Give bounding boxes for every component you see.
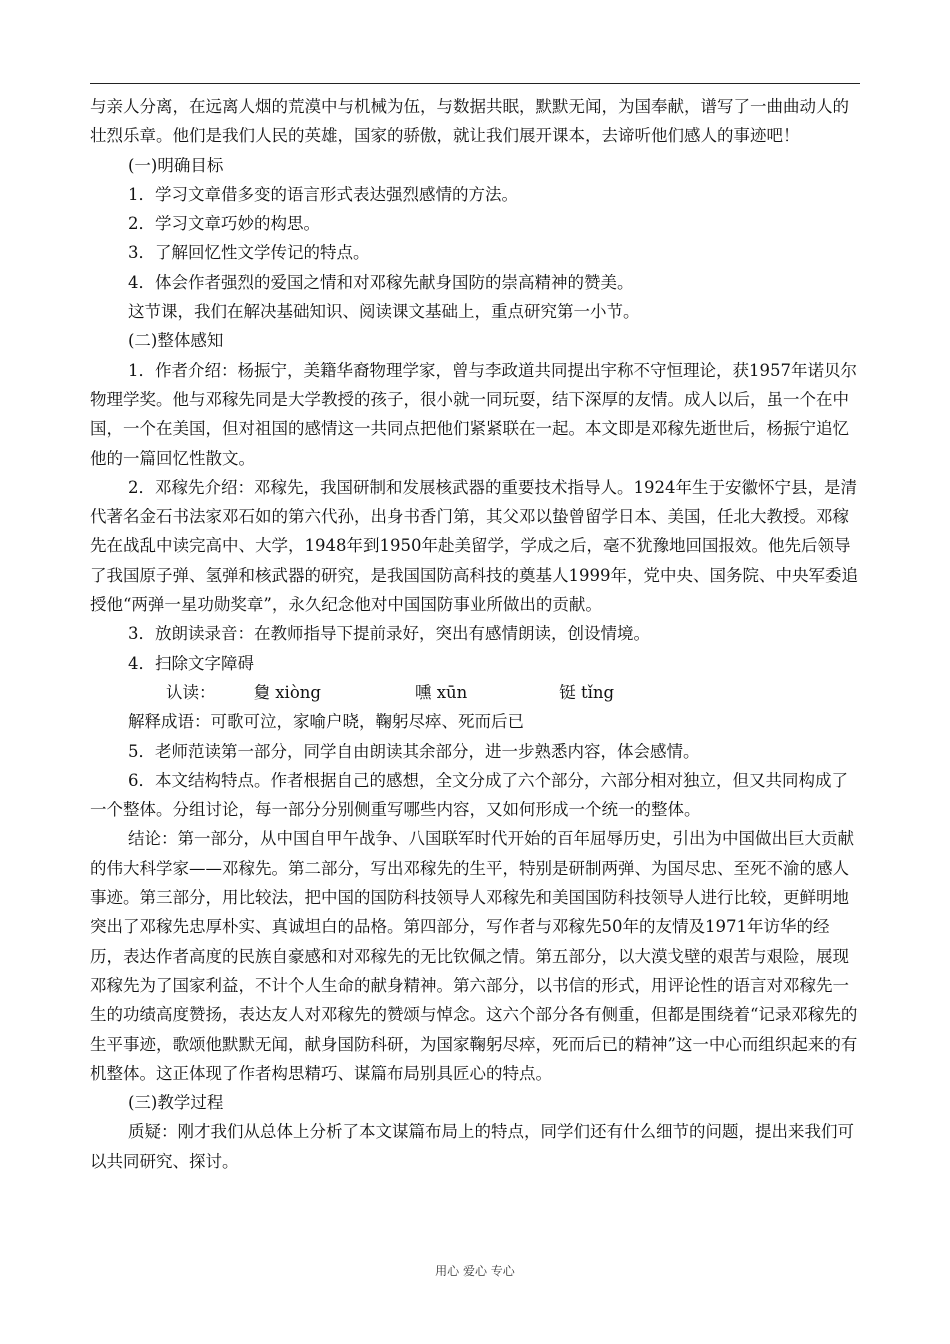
header-rule xyxy=(90,83,860,84)
document-body xyxy=(90,92,862,1176)
author-intro-paragraph: 1．作者介绍：杨振宁，美籍华裔物理学家，曾与李政道共同提出宇称不守恒理论，获1957年诺贝尔物理学奖。他与邓稼先同是大学教授的孩子，很小就一同玩耍，结下深厚的友情。成人以后，虽一个在中国，一个在美国，但对祖国的感情这一共同点把他们紧紧联在一起。本文即是邓稼先逝世后，杨振宁追忆他的一篇回忆性散文。 xyxy=(90,360,857,468)
goal-item: 1．学习文章借多变的语言形式表达强烈感情的方法。 xyxy=(128,184,518,204)
paragraph: 质疑：刚才我们从总体上分析了本文谋篇布局上的特点，同学们还有什么细节的问题，提出来我们可以共同研究、探讨。 xyxy=(90,1122,854,1171)
vocab-line xyxy=(90,678,862,707)
structure-paragraph: 6．本文结构特点。作者根据自己的感想，全文分成了六个部分，六部分相对独立，但又共同构成了一个整体。分组讨论，每一部分分别侧重写哪些内容，又如何形成一个统一的整体。 xyxy=(90,770,848,820)
goal-item: 4．体会作者强烈的爱国之情和对邓稼先献身国防的崇高精神的赞美。 xyxy=(128,272,634,292)
paragraph: 这节课，我们在解决基础知识、阅读课文基础上，重点研究第一小节。 xyxy=(128,302,640,322)
paragraph: 与亲人分离，在远离人烟的荒漠中与机械为伍，与数据共眠，默默无闻，为国奉献，谱写了一曲曲动人的壮烈乐章。他们是我们人民的英雄，国家的骄傲，就让我们展开课本，去谛听他们感人的事迹吧！ xyxy=(90,97,849,146)
vocab-label: 认读： xyxy=(166,682,216,702)
paragraph: 5．老师范读第一部分，同学自由朗读其余部分，进一步熟悉内容，体会感情。 xyxy=(128,741,700,761)
idioms-paragraph: 解释成语：可歌可泣，家喻户晓，鞠躬尽瘁、死而后已 xyxy=(128,712,524,732)
section-heading-overview: (二)整体感知 xyxy=(128,331,224,351)
goal-item: 2．学习文章巧妙的构思。 xyxy=(128,214,320,234)
conclusion-paragraph: 结论：第一部分，从中国自甲午战争、八国联军时代开始的百年屈辱历史，引出为中国做出巨大贡献的伟大科学家——邓稼先。第二部分，写出邓稼先的生平，特别是研制两弹、为国尽忠、至死不渝的感人事迹。第三部分，用比较法，把中国的国防科技领导人邓稼先和美国国防科技领导人进行比较，更鲜明地突出了邓稼先忠厚朴实、真诚坦白的品格。第四部分，写作者与邓稼先50年的友情及1971年访华的经历，表达作者高度的民族自豪感和对邓稼先的无比钦佩之情。第五部分，以大漠戈壁的艰苦与艰险，展现邓稼先为了国家利益，不计个人生命的献身精神。第六部分，以书信的形式，用评论性的语言对邓稼先一生的功绩高度赞扬，表达友人对邓稼先的赞颂与悼念。这六个部分各有侧重，但都是围绕着“记录邓稼先的生平事迹，歌颂他默默无闻，献身国防科研，为国家鞠躬尽瘁，死而后已的精神”这一中心而组织起来的有机整体。这正体现了作者构思精巧、谋篇布局别具匠心的特点。 xyxy=(90,829,858,1083)
vocab-item: 敻 xiòng xyxy=(253,682,321,702)
paragraph: 4．扫除文字障碍 xyxy=(128,653,254,673)
subject-intro-paragraph: 2．邓稼先介绍：邓稼先，我国研制和发展核武器的重要技术指导人。1924年生于安徽怀宁县，是清代著名金石书法家邓石如的第六代孙，出身书香门第，其父邓以蛰曾留学日本、美国，任北大教授。邓稼先在战乱中读完高中、大学，1948年到1950年赴美留学，学成之后，毫不犹豫地回国报效。他先后领导了我国原子弹、氢弹和核武器的研究，是我国国防高科技的奠基人1999年，党中央、国务院、中央军委追授他“两弹一星功勋奖章”，永久纪念他对中国国防事业所做出的贡献。 xyxy=(90,477,858,615)
page-footer: 用心 爱心 专心 xyxy=(435,1264,515,1278)
section-heading-process: (三)教学过程 xyxy=(128,1093,224,1113)
section-heading-goals: (一)明确目标 xyxy=(128,155,224,175)
goal-item: 3．了解回忆性文学传记的特点。 xyxy=(128,243,370,263)
vocab-item: 铤 tǐng xyxy=(559,682,615,702)
vocab-item: 嚑 xūn xyxy=(414,682,468,702)
paragraph: 3．放朗读录音：在教师指导下提前录好，突出有感情朗读，创设情境。 xyxy=(128,624,650,644)
